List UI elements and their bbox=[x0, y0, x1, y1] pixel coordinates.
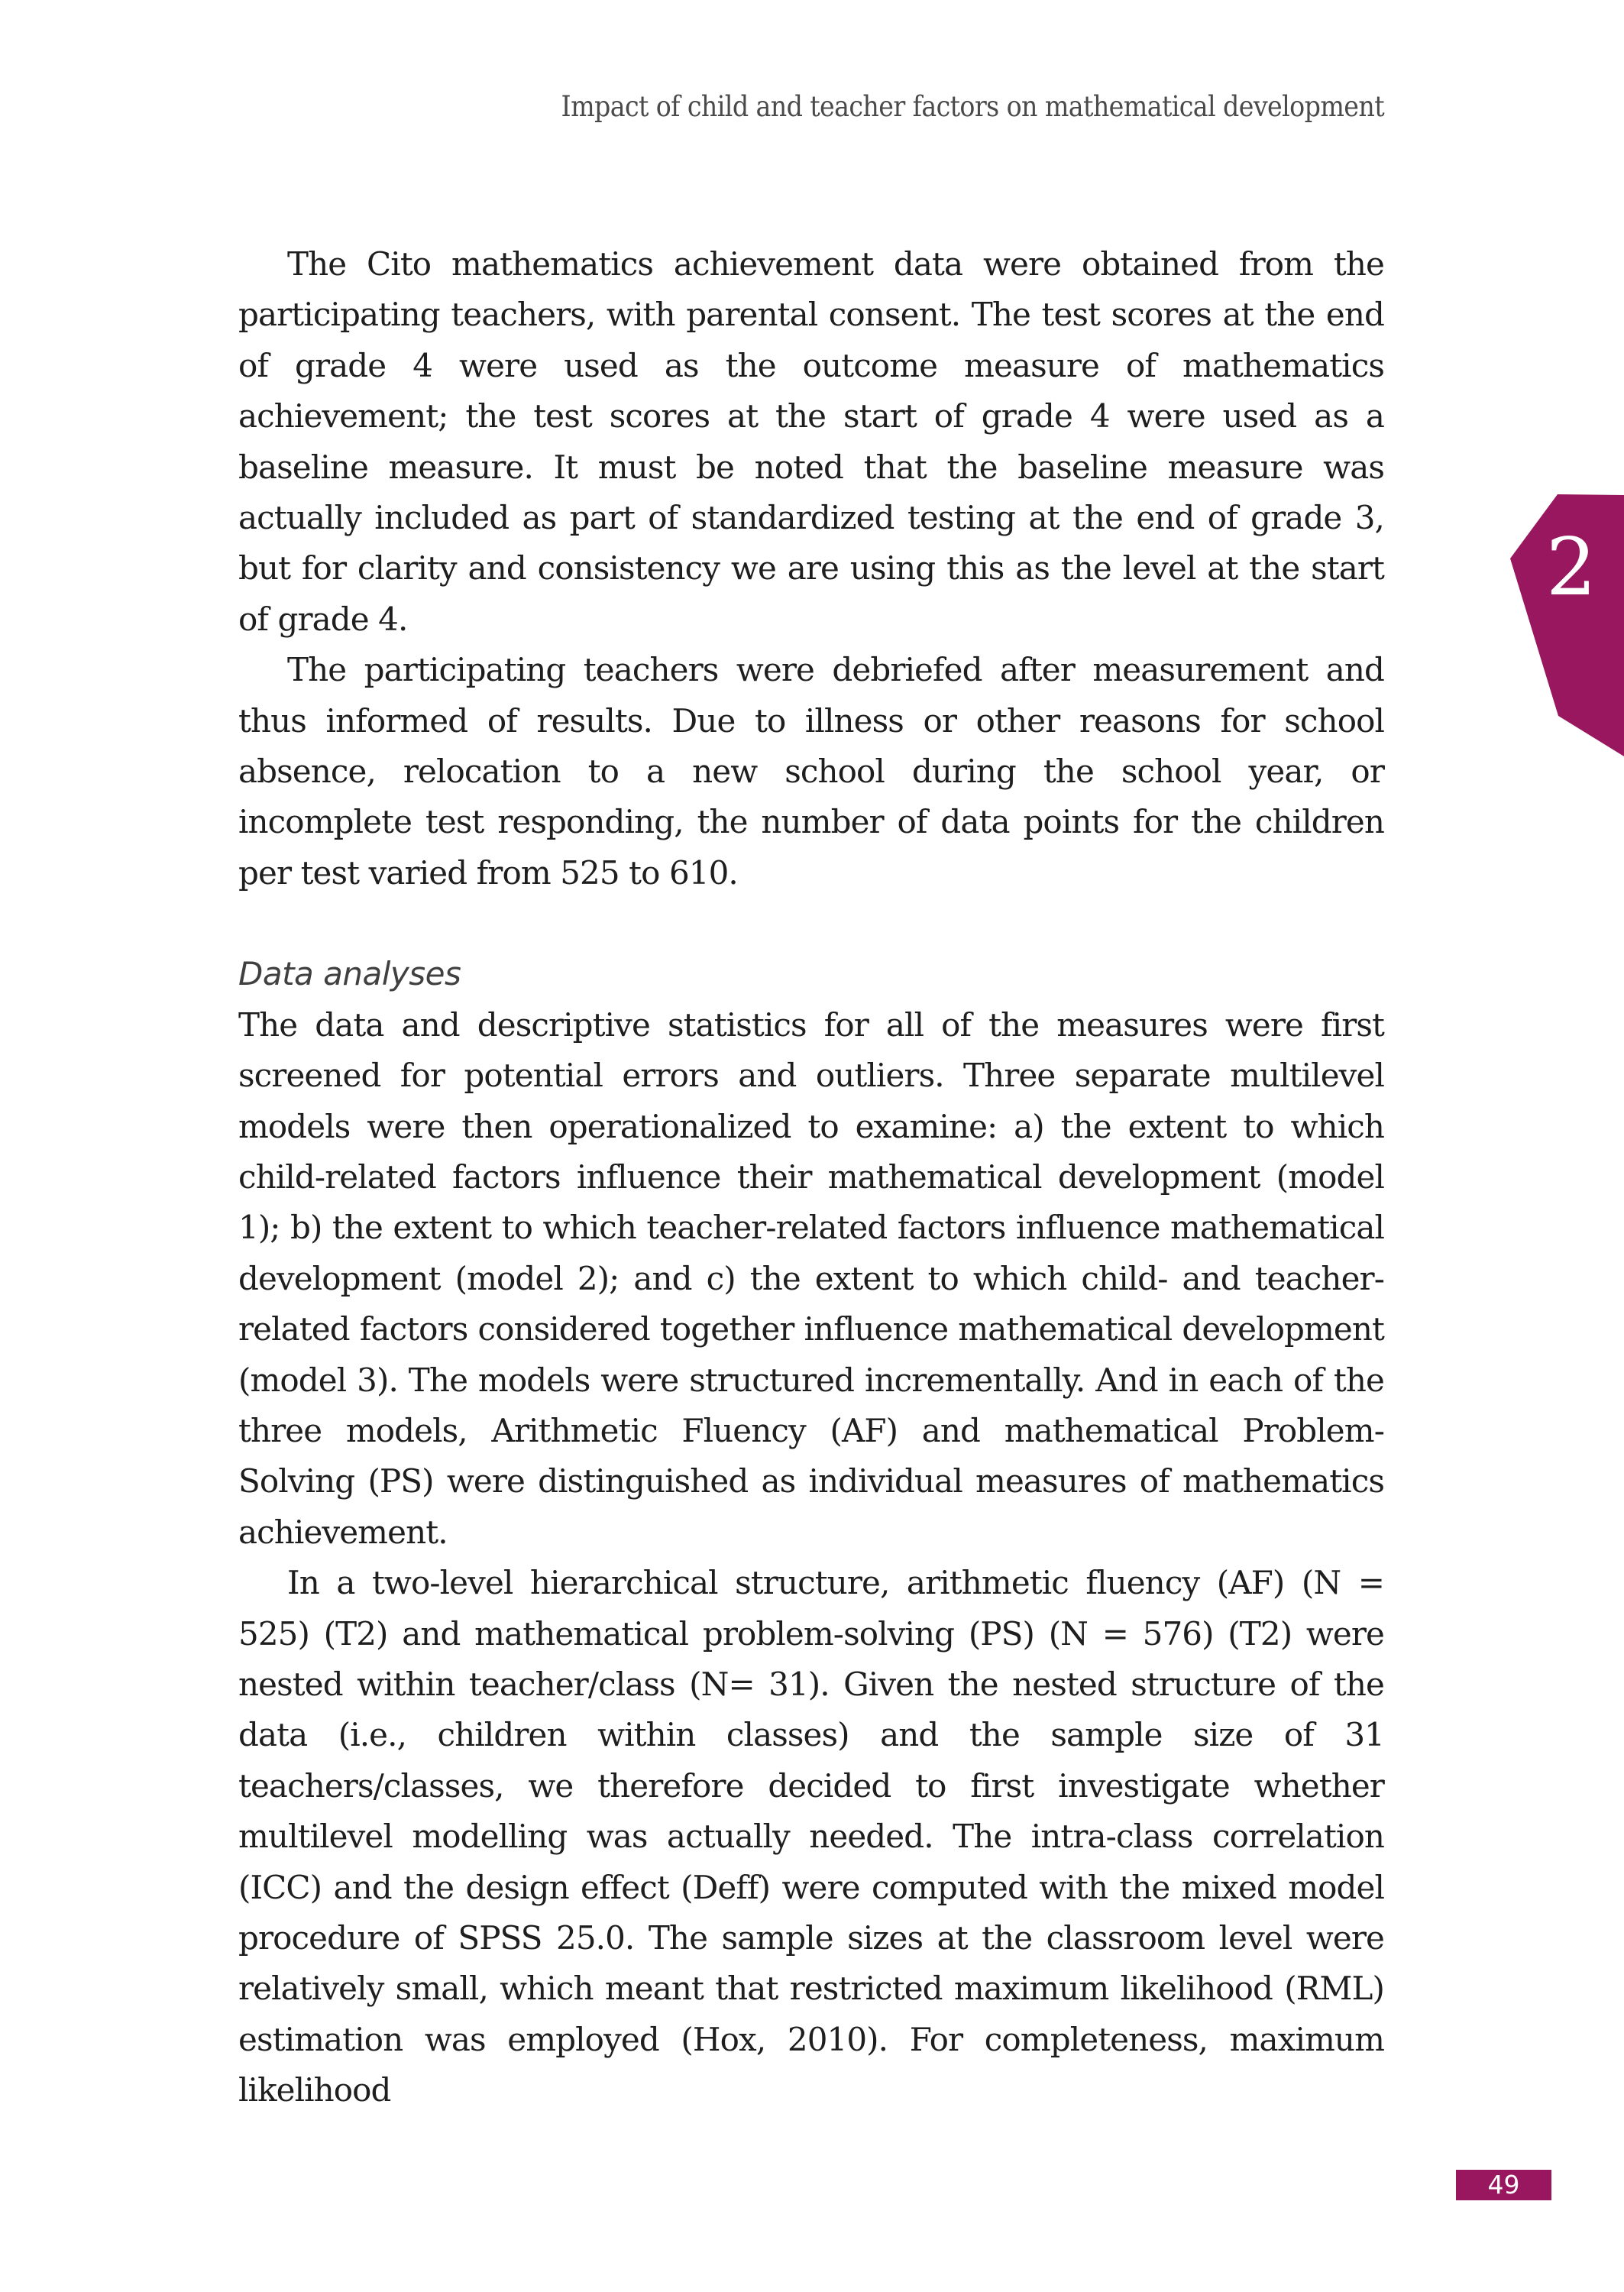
chapter-number: 2 bbox=[1545, 520, 1597, 613]
body-text bbox=[238, 239, 1384, 2116]
page-number: 49 bbox=[1456, 2170, 1551, 2200]
running-head: Impact of child and teacher factors on mathematical development bbox=[561, 90, 1384, 123]
paragraph-cito-data: The Cito mathematics achievement data were obtained from the participating teachers, with parental consent. The test scores at the end of grade 4 were used as the outcome measure of mathematics achievement; the test scores at the start of grade 4 were used as a baseline measure. It must be noted that the baseline measure was actually included as part of standardized testing at the end of grade 3, but for clarity and consistency we are using this as the level at the start of grade 4. bbox=[238, 245, 1384, 638]
paragraph-hierarchical-structure: In a two-level hierarchical structure, arithmetic fluency (AF) (N = 525) (T2) and mathematical problem-solving (PS) (N = 576) (T2) were nested within teacher/class (N= 31). Given the nested structure of the data (i.e., children within classes) and the sample size of 31 teachers/classes, we therefore decided to first investigate whether multilevel modelling was actually needed. The intra-class correlation (ICC) and the design effect (Deff) were computed with the mixed model procedure of SPSS 25.0. The sample sizes at the classroom level were relatively small, which meant that restricted maximum likelihood (RML) estimation was employed (Hox, 2010). For completeness, maximum likelihood bbox=[238, 1564, 1384, 2109]
section-heading-data-analyses: Data analyses bbox=[238, 955, 461, 993]
paragraph-debriefing: The participating teachers were debriefed after measurement and thus informed of results. Due to illness or other reasons for school absence, relocation to a new school during the school year, or incomplete test responding, the number of data points for the children per test varied from 525 to 610. bbox=[238, 651, 1384, 892]
paragraph-screening-models: The data and descriptive statistics for all of the measures were first screened for potential errors and outliers. Three separate multilevel models were then operationalized to examine: a) the extent to which child-related factors influence their mathematical development (model 1); b) the extent to which teacher-related factors influence mathematical development (model 2); and c) the extent to which child- and teacher-related factors considered together influence mathematical development (model 3). The models were structured incrementally. And in each of the three models, Arithmetic Fluency (AF) and mathematical Problem-Solving (PS) were distinguished as individual measures of mathematics achievement. bbox=[238, 1005, 1384, 1551]
